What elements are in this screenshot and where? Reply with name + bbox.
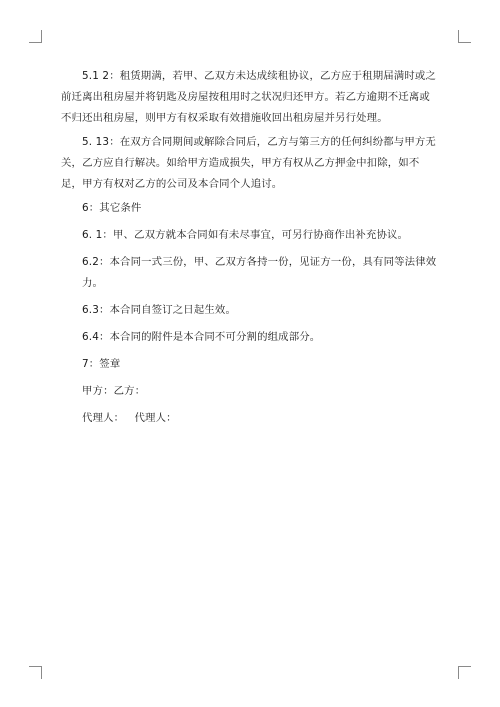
crop-mark-top-right (458, 30, 471, 43)
document-body (61, 66, 439, 435)
party-signature-line: 甲方：乙方： (82, 385, 146, 397)
agent-signature-line: 代理人： 代理人： (82, 412, 177, 424)
crop-mark-bottom-right (458, 666, 471, 679)
crop-mark-bottom-left (29, 666, 42, 679)
clause-7-heading: 7：签章 (82, 358, 121, 370)
clause-6-heading: 6：其它条件 (82, 202, 142, 214)
clause-5-12: 5.1 2：租赁期满，若甲、乙双方未达成续租协议，乙方应于租期届满时或之前迁离出租房屋并将钥匙及房屋按租用时之状况归还甲方。若乙方逾期不迁离或不归还出租房屋，则甲方有权采取有效措施收回出租房屋并另行处理。 (61, 70, 436, 124)
clause-6-1: 6. 1：甲、乙双方就本合同如有未尽事宜，可另行协商作出补充协议。 (82, 229, 409, 241)
clause-6-3: 6.3：本合同自签订之日起生效。 (82, 304, 237, 316)
clause-6-2: 6.2：本合同一式三份，甲、乙双方各持一份，见证方一份，具有同等法律效力。 (82, 256, 437, 289)
clause-6-4: 6.4：本合同的附件是本合同不可分割的组成部分。 (82, 331, 321, 343)
crop-mark-top-left (29, 30, 42, 43)
clause-5-13: 5. 13：在双方合同期间或解除合同后，乙方与第三方的任何纠纷都与甲方无关，乙方应自行解决。如给甲方造成损失，甲方有权从乙方押金中扣除，如不足，甲方有权对乙方的公司及本合同个人追讨。 (61, 136, 436, 190)
